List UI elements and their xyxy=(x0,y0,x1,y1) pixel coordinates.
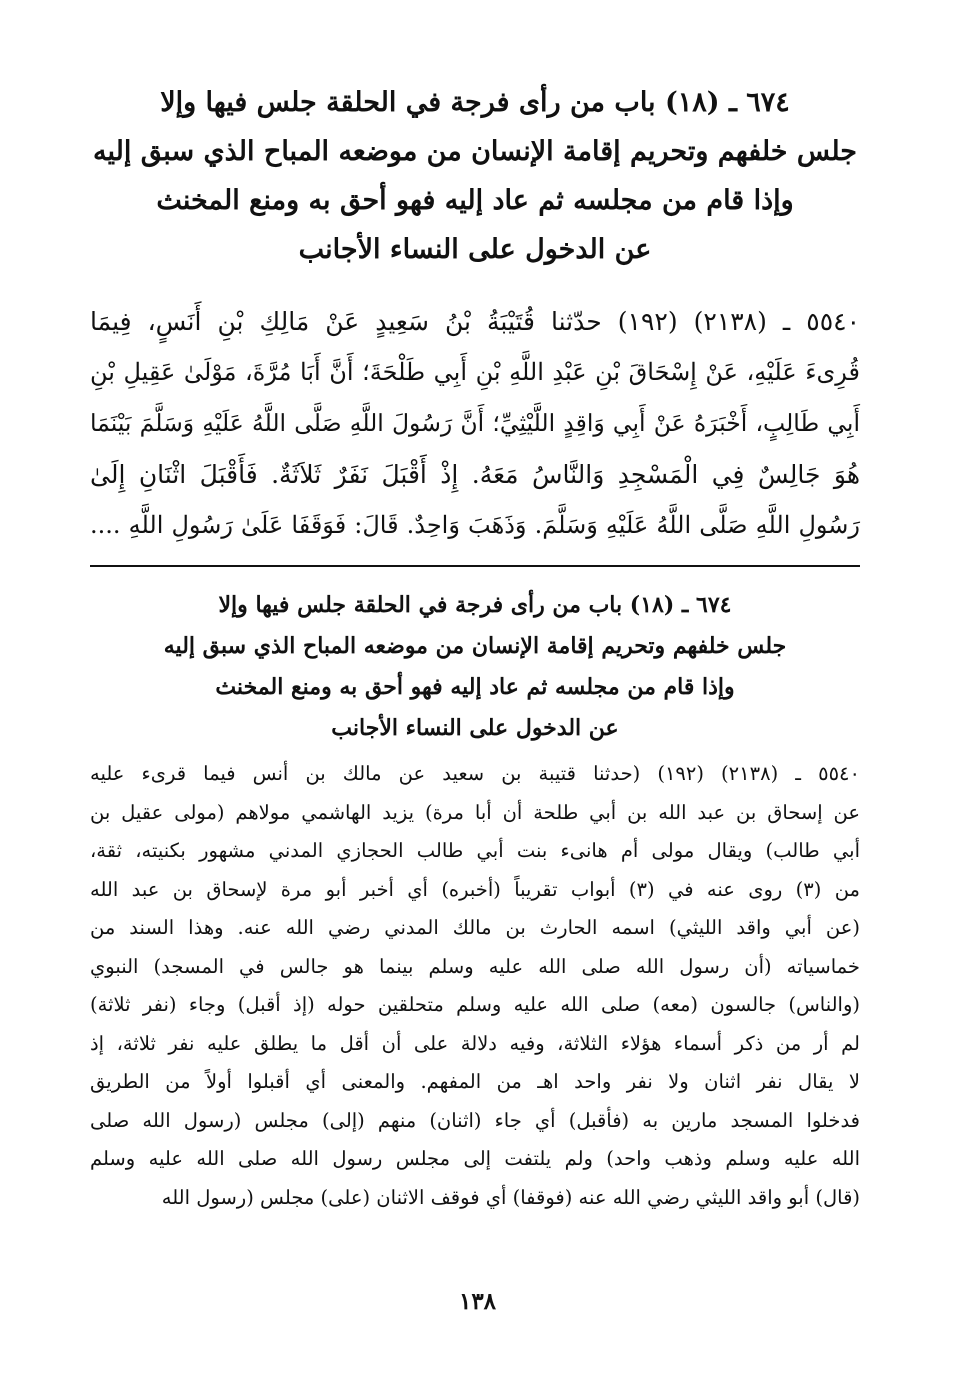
heading-line: جلس خلفهم وتحريم إقامة الإنسان من موضعه المباح الذي سبق إليه xyxy=(163,633,787,659)
heading-line: ٦٧٤ ـ (١٨) باب من رأى فرجة في الحلقة جلس فيها وإلا xyxy=(218,592,732,618)
commentary-text xyxy=(90,755,860,1217)
commentary-heading xyxy=(90,585,860,749)
heading-line: وإذا قام من مجلسه ثم عاد إليه فهو أحق به ومنع المخنث xyxy=(156,185,794,216)
heading-line: عن الدخول على النساء الأجانب xyxy=(331,715,619,741)
page-number: ١٣٨ xyxy=(458,1288,497,1315)
heading-line: ٦٧٤ ـ (١٨) باب من رأى فرجة في الحلقة جلس فيها وإلا xyxy=(160,87,790,118)
chapter-heading-text xyxy=(90,78,860,274)
book-page xyxy=(90,78,860,1217)
commentary-line: من (٣) روى عنه في (٣) أبواب تقريباً (أخبره) أي أخبر أبو مرة لإسحاق بن عبد الله xyxy=(90,877,860,901)
heading-line: جلس خلفهم وتحريم إقامة الإنسان من موضعه المباح الذي سبق إليه xyxy=(93,136,857,167)
hadith-line: هُوَ جَالِسٌ فِي الْمَسْجِدِ وَالنَّاسُ مَعَهُ. إِذْ أَقْبَلَ نَفَرٌ ثَلاَثَةٌ. فَأَقْبَلَ اثْنَانِ إِلَىٰ xyxy=(90,460,860,489)
commentary-line: (عن أبي واقد الليثي) اسمه الحارث بن مالك المدني رضي الله عنه. وهذا السند من xyxy=(90,916,860,939)
commentary-line: أبي طالب) ويقال مولى أم هانىء بنت أبي طالب الحجازي المدني مشهور بكنيته، ثقة، xyxy=(90,839,860,862)
hadith-line: ٥٥٤٠ ـ (٢١٣٨) (١٩٢) حدّثنا قُتَيْبَةُ بْنُ سَعِيدٍ عَنْ مَالِكِ بْنِ أَنَسٍ، فِيمَا xyxy=(90,307,860,336)
heading-line: عن الدخول على النساء الأجانب xyxy=(298,234,652,265)
section-divider xyxy=(90,565,860,567)
hadith-line: قُرِىءَ عَلَيْهِ، عَنْ إِسْحَاقَ بْنِ عَبْدِ اللَّهِ بْنِ أَبِي طَلْحَةَ؛ أَنَّ أَبَا مُرَّةَ، مَوْلَىٰ عَقِيلِ بْنِ xyxy=(90,358,860,386)
hadith-line: رَسُولِ اللَّهِ صَلَّى اللَّهُ عَلَيْهِ وَسَلَّمَ. وَذَهَبَ وَاحِدٌ. قَالَ: فَوَقَفَا عَلَىٰ رَسُولِ اللَّهِ .... xyxy=(90,511,860,539)
commentary-line: لم أر من ذكر أسماء هؤلاء الثلاثة، وفيه دلالة على أن أقل ما يطلق عليه نفر ثلاثة، إذ xyxy=(90,1031,860,1055)
heading-line: وإذا قام من مجلسه ثم عاد إليه فهو أحق به ومنع المخنث xyxy=(215,674,735,700)
commentary-line: الله عليه وسلم وذهب واحد) ولم يلتفت إلى مجلس رسول الله صلى الله عليه وسلم xyxy=(90,1147,860,1170)
commentary-line: عن إسحاق بن عبد الله بن أبي طلحة أن أبا مرة) يزيد الهاشمي مولاهم (مولى عقيل بن xyxy=(90,800,860,824)
hadith-text xyxy=(90,296,860,551)
commentary-line: ٥٥٤٠ ـ (٢١٣٨) (١٩٢) (حدثنا قتيبة بن سعيد عن مالك بن أنس فيما قرىء عليه xyxy=(90,762,860,785)
commentary-line: (والناس) جالسون (معه) صلى الله عليه وسلم متحلقين حوله (إذ أقبل) وجاء (نفر ثلاثة) xyxy=(90,993,860,1016)
commentary-line: لا يقال نفر اثنان ولا نفر واحد اهـ من المفهم. والمعنى أي أقبلوا أولاً من الطريق xyxy=(90,1070,860,1093)
commentary-line: فدخلوا المسجد مارين به (فأقبل) أي جاء (اثنان) منهم (إلى) مجلس (رسول الله صلى xyxy=(90,1108,861,1132)
hadith-line: أَبِي طَالِبٍ، أَخْبَرَهُ عَنْ أَبِي وَاقِدٍ اللَّيْثِيِّ؛ أَنَّ رَسُولَ اللَّهِ صَلَّى اللَّهُ عَلَيْهِ وَسَلَّمَ بَيْنَمَا xyxy=(90,409,860,437)
commentary-line: خماسياته (أن رسول الله صلى الله عليه وسلم بينما هو جالس في المسجد) النبوي xyxy=(90,954,860,978)
commentary-line: (قال) أبو واقد الليثي رضي الله عنه (فوقفا) أي فوقف الاثنان (على) مجلس (رسول الله xyxy=(161,1185,860,1209)
